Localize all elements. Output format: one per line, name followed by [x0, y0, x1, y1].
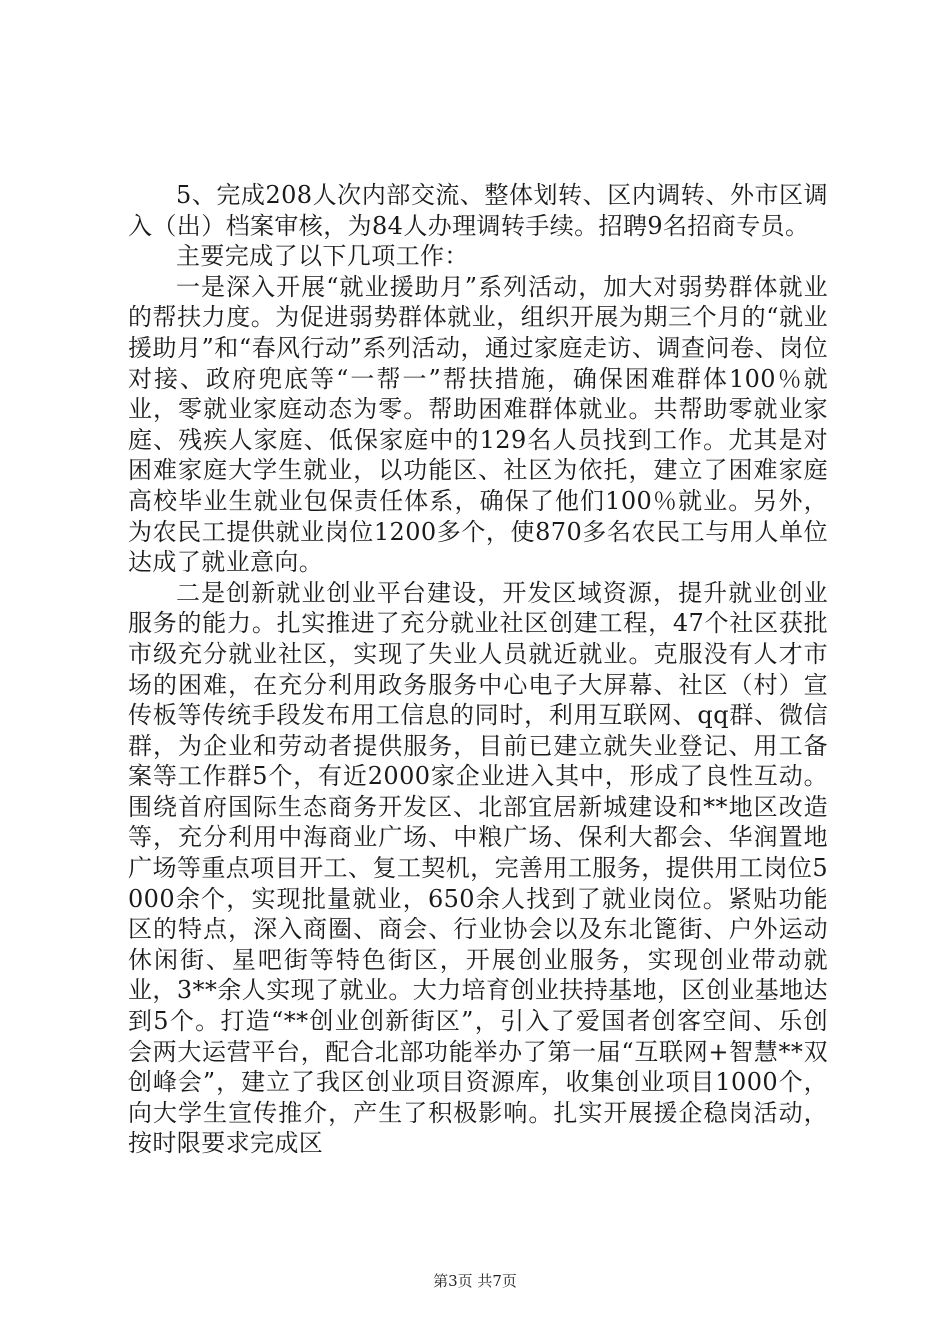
- document-body: [128, 180, 828, 1159]
- paragraph-employment-aid: 一是深入开展“就业援助月”系列活动，加大对弱势群体就业的帮扶力度。为促进弱势群体就业，组织开展为期三个月的“就业援助月”和“春风行动”系列活动，通过家庭走访、调查问卷、岗位对接、政府兜底等“一帮一”帮扶措施，确保困难群体100％就业，零就业家庭动态为零。帮助困难群体就业。共帮助零就业家庭、残疾人家庭、低保家庭中的129名人员找到工作。尤其是对困难家庭大学生就业，以功能区、社区为依托，建立了困难家庭高校毕业生就业包保责任体系，确保了他们100％就业。另外，为农民工提供就业岗位1200多个，使870多名农民工与用人单位达成了就业意向。: [128, 272, 828, 577]
- paragraph-work-intro: 主要完成了以下几项工作：: [176, 242, 469, 271]
- page-number-footer: 第3页 共7页: [433, 1272, 517, 1290]
- paragraph-transfer-summary: 5、完成208人次内部交流、整体划转、区内调转、外市区调入（出）档案审核，为84人办理调转手续。招聘9名招商专员。: [128, 181, 828, 240]
- paragraph-entrepreneurship-platform: 二是创新就业创业平台建设，开发区域资源，提升就业创业服务的能力。扎实推进了充分就业社区创建工程，47个社区获批市级充分就业社区，实现了失业人员就近就业。克服没有人才市场的困难，在充分利用政务服务中心电子大屏幕、社区（村）宣传板等传统手段发布用工信息的同时，利用互联网、qq群、微信群，为企业和劳动者提供服务，目前已建立就失业登记、用工备案等工作群5个，有近2000家企业进入其中，形成了良性互动。围绕首府国际生态商务开发区、北部宜居新城建设和**地区改造等，充分利用中海商业广场、中粮广场、保利大都会、华润置地广场等重点项目开工、复工契机，完善用工服务，提供用工岗位5000余个，实现批量就业，650余人找到了就业岗位。紧贴功能区的特点，深入商圈、商会、行业协会以及东北篦街、户外运动休闲街、星吧街等特色街区，开展创业服务，实现创业带动就业，3**余人实现了就业。大力培育创业扶持基地，区创业基地达到5个。打造“**创业创新街区”，引入了爱国者创客空间、乐创会两大运营平台，配合北部功能举办了第一届“互联网+智慧**双创峰会”，建立了我区创业项目资源库，收集创业项目1000个，向大学生宣传推介，产生了积极影响。扎实开展援企稳岗活动，按时限要求完成区: [128, 578, 828, 1158]
